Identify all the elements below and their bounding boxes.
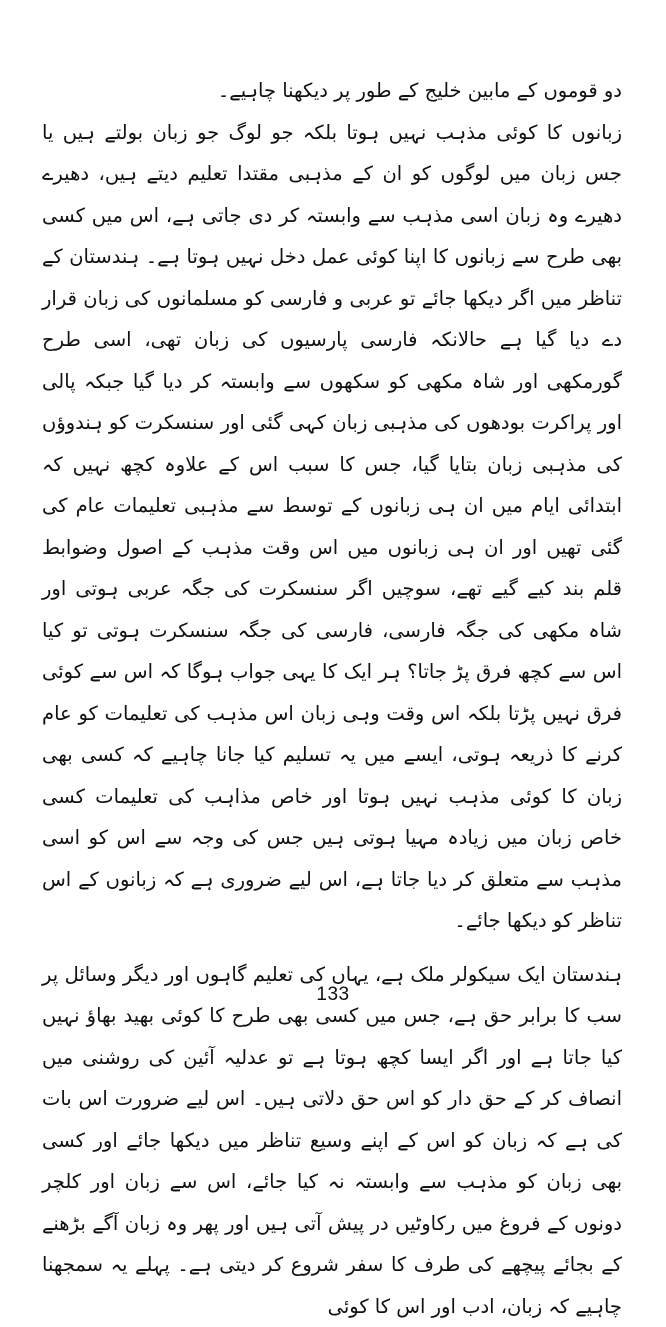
body-text xyxy=(42,70,622,1327)
paragraph-2: زبانوں کا کوئی مذہب نہیں ہوتا بلکہ جو لوگ جو زبان بولتے ہیں یا جس زبان میں لوگوں کو ان کے مذہبی مقتدا تعلیم دیتے ہیں، دھیرے دھیرے وہ زبان اسی مذہب سے وابستہ کر دی جاتی ہے، اس میں کسی بھی طرح سے زبانوں کا اپنا کوئی عمل دخل نہیں ہوتا ہے۔ ہندستان کے تناظر میں اگر دیکھا جائے تو عربی و فارسی کو مسلمانوں کی زبان قرار دے دیا گیا ہے حالانکہ فارسی پارسیوں کی زبان تھی، اسی طرح گورمکھی اور شاہ مکھی کو سکھوں سے وابستہ کر دیا گیا جبکہ پالی اور پراکرت بودھوں کی مذہبی زبان کہی گئی اور سنسکرت کو ہندوؤں کی مذہبی زبان بتایا گیا، جس کا سبب اس کے علاوہ کچھ نہیں کہ ابتدائی ایام میں ان ہی زبانوں کے توسط سے مذہبی تعلیمات عام کی گئی تھیں اور ان ہی زبانوں میں اس وقت مذہب کے اصول وضوابط قلم بند کیے گیے تھے، سوچیں اگر سنسکرت کی جگہ عربی ہوتی اور شاہ مکھی کی جگہ فارسی، فارسی کی جگہ سنسکرت ہوتی تو کیا اس سے کچھ فرق پڑ جاتا؟ ہر ایک کا یہی جواب ہوگا کہ اس سے کوئی فرق نہیں پڑتا بلکہ اس وقت وہی زبان اس مذہب کی تعلیمات کو عام کرنے کا ذریعہ ہوتی، ایسے میں یہ تسلیم کیا جانا چاہیے کہ کسی بھی زبان کا کوئی مذہب نہیں ہوتا اور خاص مذاہب کی تعلیمات کسی خاص زبان میں زیادہ مہیا ہوتی ہیں جس کی وجہ سے اس کو اسی مذہب سے متعلق کر دیا جاتا ہے، اس لیے ضروری ہے کہ زبانوں کے اس تناظر کو دیکھا جائے۔ xyxy=(42,112,622,942)
paragraph-1: دو قوموں کے مابین خلیج کے طور پر دیکھنا چاہیے۔ xyxy=(42,70,622,112)
page-number: 133 xyxy=(0,984,666,1006)
paragraph-3: ہندستان ایک سیکولر ملک ہے، یہاں کی تعلیم گاہوں اور دیگر وسائل پر سب کا برابر حق ہے، جس میں کسی بھی طرح کا کوئی بھید بھاؤ نہیں کیا جاتا ہے اور اگر ایسا کچھ ہوتا ہے تو عدلیہ آئین کی روشنی میں انصاف کر کے حق دار کو اس حق دلاتی ہیں۔ اس لیے ضرورت اس بات کی ہے کہ زبان کو اس کے اپنے وسیع تناظر میں دیکھا جائے اور کسی بھی زبان کو مذہب سے وابستہ نہ کیا جائے، اس سے زبان اور کلچر دونوں کے فروغ میں رکاوٹیں در پیش آتی ہیں اور پھر وہ زبان آگے بڑھنے کے بجائے پیچھے کی طرف کا سفر شروع کر دیتی ہے۔ پہلے یہ سمجھنا چاہیے کہ زبان، ادب اور اس کا کوئی xyxy=(42,954,622,1327)
